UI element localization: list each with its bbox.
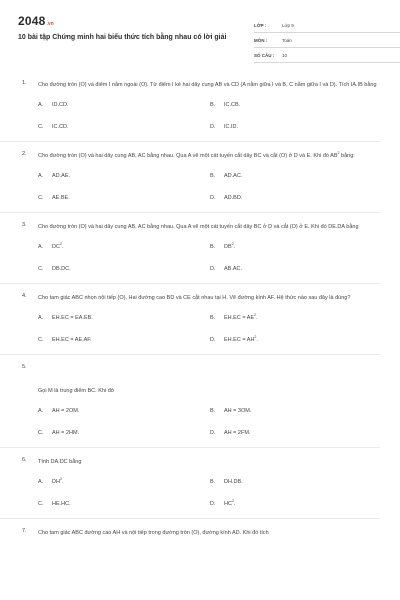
option-text: AD.AE. xyxy=(52,173,71,179)
option-letter: D. xyxy=(210,266,216,272)
answer-option[interactable] xyxy=(38,264,210,274)
option-text: $EH.EC = AH^2$. xyxy=(224,335,258,343)
option-letter: B. xyxy=(210,244,216,250)
answer-options xyxy=(38,100,378,132)
option-text: IC.CB. xyxy=(224,102,241,108)
answer-option[interactable] xyxy=(38,499,210,509)
option-letter: C. xyxy=(38,501,44,507)
option-text: $DB^2$. xyxy=(224,242,236,250)
meta-row-count xyxy=(254,48,400,63)
answer-options xyxy=(38,242,378,274)
question-number: 2. xyxy=(22,151,27,157)
answer-option[interactable] xyxy=(210,499,382,509)
question-number: 4. xyxy=(22,293,27,299)
answer-option[interactable] xyxy=(210,428,382,438)
option-text: IC.CD. xyxy=(52,124,69,130)
option-letter: A. xyxy=(38,408,44,414)
meta-row-class xyxy=(254,18,400,33)
option-letter: D. xyxy=(210,337,216,343)
question-number: 7. xyxy=(22,528,27,534)
option-text: EH.EC = EA.EB. xyxy=(52,315,93,321)
meta-value: Lớp 9 xyxy=(282,22,294,28)
question-text: Tính DA.DC bằng xyxy=(38,459,82,465)
option-text: AB.AC. xyxy=(224,266,243,272)
meta-value: Toán xyxy=(282,37,292,43)
option-text: DH.DB. xyxy=(224,479,243,485)
option-text: EH.EC = AE.AF. xyxy=(52,337,92,343)
question-item xyxy=(22,457,378,509)
option-text: AE.BE. xyxy=(52,195,70,201)
answer-option[interactable] xyxy=(38,122,210,132)
option-letter: A. xyxy=(38,102,44,108)
option-letter: C. xyxy=(38,266,44,272)
option-text: AD.BD. xyxy=(224,195,243,201)
brand-name: 2048 xyxy=(18,14,46,28)
answer-option[interactable] xyxy=(38,477,210,487)
meta-key: MÔN : xyxy=(254,37,268,43)
question-text: Cho đường tròn (O) và hai dây cung AB, AC bằng nhau. Qua A vẽ một cát tuyến cắt dây BC và cắt (O) ở D và E. Khi đó $AB^2$ bằng: xyxy=(38,151,355,159)
option-letter: B. xyxy=(210,315,216,321)
question-text: Cho đường tròn (O) và điểm I nằm ngoài (O). Từ điểm I kẻ hai dây cung AB và CD (A nằm giữa I và B, C nằm giữa I và D). Tích IA.IB bằng xyxy=(38,82,377,88)
question-divider xyxy=(0,212,380,213)
option-text: AH = 2OM. xyxy=(52,408,80,414)
question-divider xyxy=(0,283,380,284)
header xyxy=(18,14,384,76)
question-subtext: Gọi M là trung điểm BC. Khi đó xyxy=(38,388,114,394)
answer-option[interactable] xyxy=(38,406,210,416)
question-number: 1. xyxy=(22,80,27,86)
option-letter: D. xyxy=(210,430,216,436)
question-number: 6. xyxy=(22,457,27,463)
option-text: AD.AC. xyxy=(224,173,243,179)
meta-key: LỚP : xyxy=(254,22,267,28)
answer-option[interactable] xyxy=(210,406,382,416)
option-letter: D. xyxy=(210,501,216,507)
option-text: ID.CD. xyxy=(52,102,69,108)
question-divider xyxy=(0,447,380,448)
question-item xyxy=(22,364,378,438)
answer-options xyxy=(38,171,378,203)
answer-option[interactable] xyxy=(210,100,382,110)
option-letter: B. xyxy=(210,479,216,485)
answer-option[interactable] xyxy=(210,335,382,345)
answer-option[interactable] xyxy=(210,193,382,203)
option-letter: A. xyxy=(38,244,44,250)
option-letter: C. xyxy=(38,430,44,436)
question-item xyxy=(22,528,378,538)
question-text xyxy=(38,364,378,374)
question-item xyxy=(22,293,378,345)
answer-option[interactable] xyxy=(210,171,382,181)
option-text: HE.HC. xyxy=(52,501,71,507)
answer-option[interactable] xyxy=(210,122,382,132)
question-item xyxy=(22,222,378,274)
option-letter: D. xyxy=(210,124,216,130)
option-text: IC.ID. xyxy=(224,124,239,130)
option-letter: B. xyxy=(210,408,216,414)
meta-key: SỐ CÂU : xyxy=(254,52,275,58)
option-text: $EH.EC = AE^2$. xyxy=(224,313,258,321)
option-text: AH = 2FM. xyxy=(224,430,251,436)
answer-option[interactable] xyxy=(210,264,382,274)
answer-options xyxy=(38,313,378,345)
option-letter: A. xyxy=(38,479,44,485)
option-text: AH = 2HM. xyxy=(52,430,80,436)
question-text: Cho tam giác ABC nhọn nội tiếp (O), Hai đường cao BD và CE cắt nhau tại H. Vẽ đường kính AF. Hệ thức nào sau đây là đúng? xyxy=(38,295,351,301)
answer-option[interactable] xyxy=(38,100,210,110)
question-item xyxy=(22,151,378,203)
meta-row-subject xyxy=(254,33,400,48)
answer-option[interactable] xyxy=(38,242,210,252)
option-letter: B. xyxy=(210,102,216,108)
option-text: $DC^2$. xyxy=(52,242,64,250)
answer-options xyxy=(38,406,378,438)
question-divider xyxy=(0,354,380,355)
option-letter: C. xyxy=(38,195,44,201)
option-letter: C. xyxy=(38,124,44,130)
option-text: $DH^2$. xyxy=(52,477,64,485)
option-letter: A. xyxy=(38,173,44,179)
brand-logo[interactable] xyxy=(18,14,54,28)
answer-option[interactable] xyxy=(210,242,382,252)
answer-option[interactable] xyxy=(38,335,210,345)
question-divider xyxy=(0,518,380,519)
answer-option[interactable] xyxy=(210,477,382,487)
answer-options xyxy=(38,477,378,509)
option-text: AH = 3OM. xyxy=(224,408,252,414)
option-letter: A. xyxy=(38,315,44,321)
option-letter: B. xyxy=(210,173,216,179)
answer-option[interactable] xyxy=(38,171,210,181)
question-item xyxy=(22,80,378,132)
question-text: Cho đường tròn (O) và hai dây cung AB, AC bằng nhau. Qua A vẽ một cát tuyến cắt dây BC ở D và cắt (O) ở E. Khi đó DE.DA bằng xyxy=(38,224,359,230)
answer-option[interactable] xyxy=(38,428,210,438)
brand-suffix: .vn xyxy=(46,21,54,27)
answer-option[interactable] xyxy=(210,313,382,323)
question-divider xyxy=(0,141,380,142)
answer-option[interactable] xyxy=(38,313,210,323)
question-list xyxy=(22,80,378,538)
question-number: 5. xyxy=(22,364,27,370)
meta-info xyxy=(254,18,400,63)
option-text: DB.DC. xyxy=(52,266,71,272)
option-letter: D. xyxy=(210,195,216,201)
option-letter: C. xyxy=(38,337,44,343)
answer-option[interactable] xyxy=(38,193,210,203)
page-title: 10 bài tập Chứng minh hai biểu thức tích bằng nhau có lời giải xyxy=(18,34,227,41)
question-number: 3. xyxy=(22,222,27,228)
meta-value: 10 xyxy=(282,52,288,58)
option-text: $HC^2$. xyxy=(224,499,236,507)
question-text: Cho tam giác ABC đường cao AH và nội tiếp trong đường tròn (O), đường kính AD. Khi đó tích xyxy=(38,530,269,536)
